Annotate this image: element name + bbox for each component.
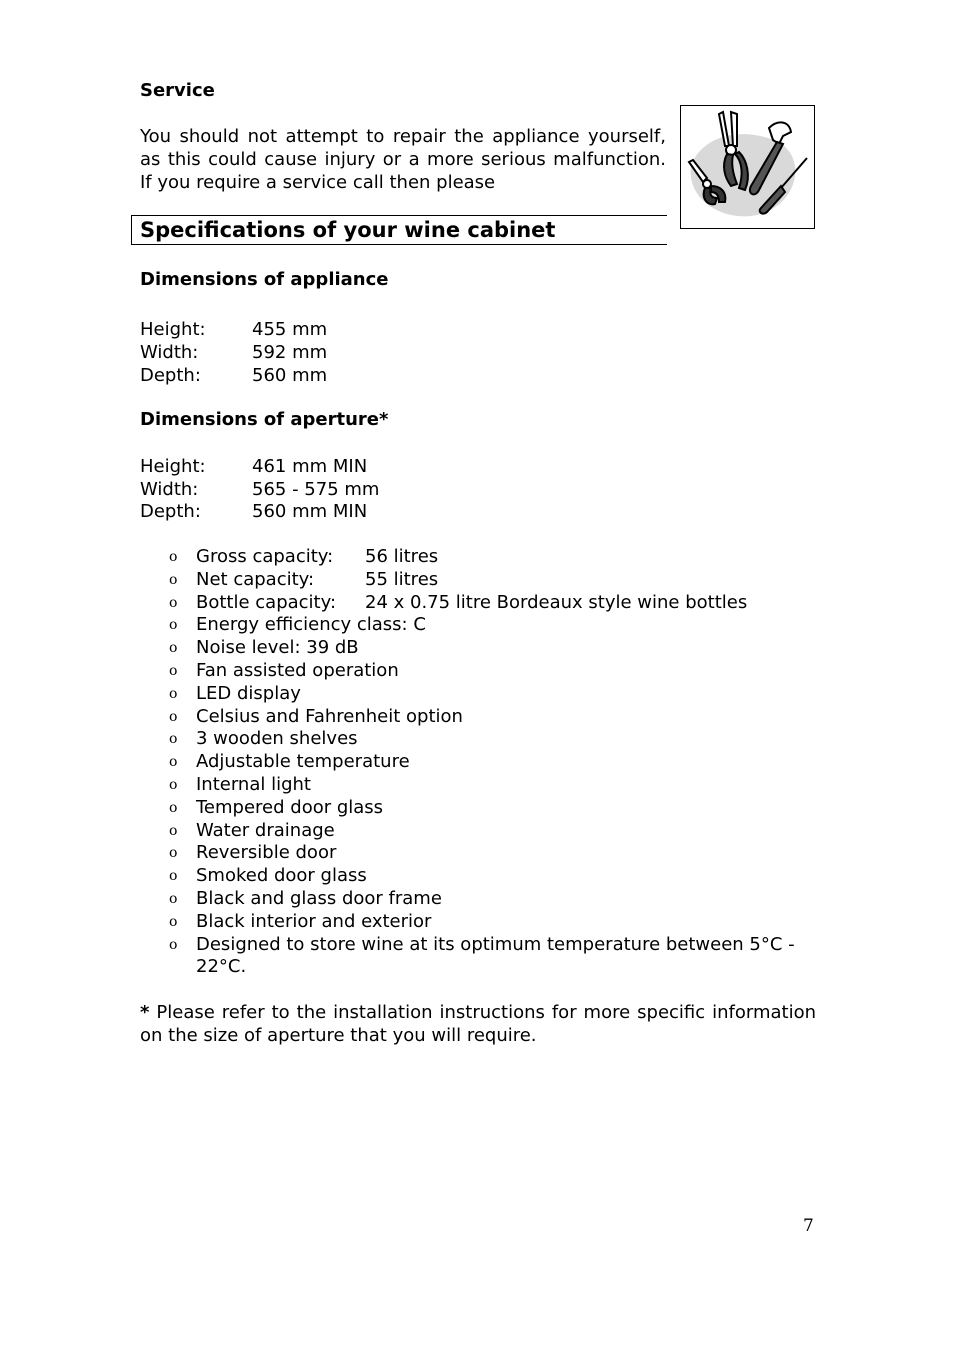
dimension-label: Depth: (140, 365, 201, 386)
bullet-icon: o (169, 799, 178, 816)
bullet-icon: o (169, 776, 178, 793)
list-item: o Internal light (169, 773, 311, 795)
list-item: o Bottle capacity: 24 x 0.75 litre Bordeaux style wine bottles (169, 591, 748, 613)
dimension-label: Width: (140, 479, 199, 500)
aperture-width-row (140, 478, 379, 501)
features-list (140, 546, 816, 979)
appliance-depth-row (140, 364, 327, 387)
list-item: o Black interior and exterior (169, 910, 432, 932)
aperture-dimensions-heading: Dimensions of aperture* (140, 409, 389, 430)
bullet-icon: o (169, 571, 178, 588)
bullet-icon: o (169, 936, 178, 953)
dimension-value: 461 mm MIN (252, 456, 368, 477)
specifications-heading: Specifications of your wine cabinet (131, 215, 667, 245)
list-item: o Water drainage (169, 819, 335, 841)
service-heading: Service (140, 80, 215, 101)
dimension-value: 560 mm MIN (252, 501, 368, 522)
aperture-footnote (140, 1001, 816, 1047)
bullet-icon: o (169, 731, 178, 748)
bullet-icon: o (169, 913, 178, 930)
aperture-depth-row (140, 500, 367, 523)
appliance-dimensions-heading: Dimensions of appliance (140, 269, 389, 290)
bullet-icon: o (169, 845, 178, 862)
list-item: o Tempered door glass (169, 796, 384, 818)
list-item: o Energy efficiency class: C (169, 614, 426, 636)
page-number: 7 (803, 1216, 814, 1236)
dimension-label: Width: (140, 342, 199, 363)
bullet-icon: o (169, 685, 178, 702)
dimension-value: 560 mm (252, 365, 328, 386)
list-item: o Gross capacity: 56 litres (169, 546, 439, 567)
list-item: o Designed to store wine at its optimum temperature between 5°C - 22°C. (169, 933, 795, 978)
appliance-height-row (140, 318, 327, 341)
bullet-icon: o (169, 640, 178, 657)
bullet-icon: o (169, 890, 178, 907)
list-item: o Black and glass door frame (169, 887, 442, 909)
dimension-label: Depth: (140, 501, 201, 522)
list-item: o Net capacity: 55 litres (169, 568, 439, 590)
list-item: o Celsius and Fahrenheit option (169, 705, 463, 727)
aperture-height-row (140, 455, 367, 478)
dimension-label: Height: (140, 456, 206, 477)
bullet-icon: o (169, 822, 178, 839)
dimension-value: 592 mm (252, 342, 328, 363)
service-paragraph: You should not attempt to repair the appliance yourself, as this could cause injury or a more serious malfunction. If you require a service call then please (140, 126, 666, 193)
bullet-icon: o (169, 754, 178, 771)
list-item: o Noise level: 39 dB (169, 637, 359, 659)
dimension-value: 455 mm (252, 319, 328, 340)
footnote-text: Please refer to the installation instructions for more specific information on the size of aperture that you will require. (140, 1002, 816, 1046)
list-item: o 3 wooden shelves (169, 728, 358, 750)
list-item: o LED display (169, 682, 301, 704)
bullet-icon: o (169, 594, 178, 611)
bullet-icon: o (169, 662, 178, 679)
tools-icon (680, 105, 815, 229)
dimension-value: 565 - 575 mm (252, 479, 380, 500)
bullet-icon: o (169, 549, 178, 565)
appliance-width-row (140, 341, 327, 364)
list-item: o Adjustable temperature (169, 751, 410, 773)
bullet-icon: o (169, 868, 178, 885)
list-item: o Reversible door (169, 842, 337, 864)
bullet-icon: o (169, 617, 178, 634)
bullet-icon: o (169, 708, 178, 725)
list-item: o Smoked door glass (169, 865, 367, 887)
footnote-star: * (140, 1002, 150, 1023)
list-item: o Fan assisted operation (169, 659, 399, 681)
dimension-label: Height: (140, 319, 206, 340)
